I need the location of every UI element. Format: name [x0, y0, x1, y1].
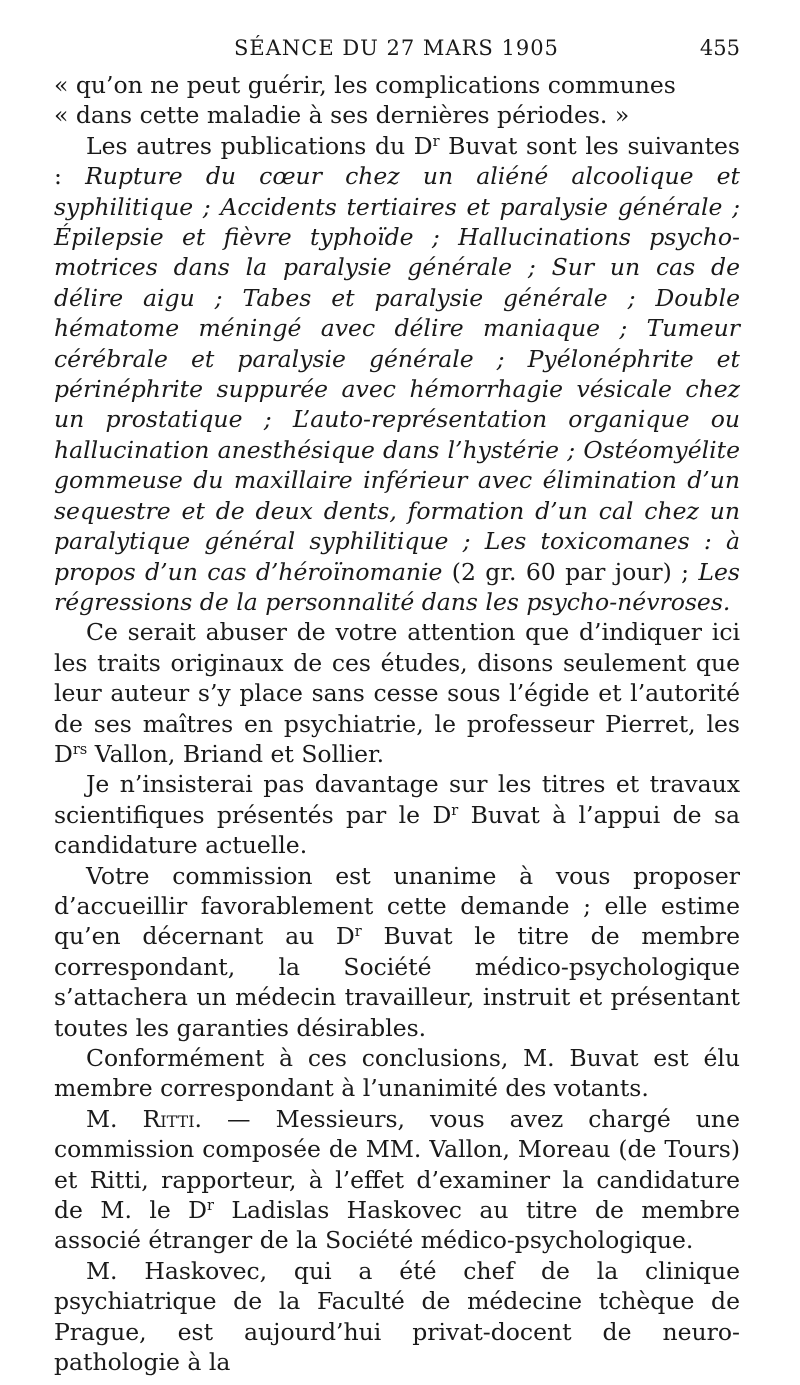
commission-end: Buvat le titre de membre correspondant, la Société médico-psychologique s’attachera un médecin travailleur, instruit et présentant toutes les garanties désirables. — [54, 922, 740, 1042]
doctor-abbrev-sup: r — [354, 923, 362, 941]
paragraph-ritti — [54, 1104, 740, 1256]
running-head — [54, 36, 740, 70]
quote-line-2: « dans cette maladie à ses dernières périodes. » — [54, 101, 630, 130]
titles-works-end: Buvat à l’appui de sa candidature actuelle. — [54, 800, 741, 860]
titles-works-text: Je n’insisterai pas davantage sur les titres et travaux scientifiques présentés par le D — [54, 770, 740, 829]
paragraph-titles-works — [54, 769, 740, 860]
haskovec-text: M. Haskovec, qui a été chef de la clinique psychiatrique de la Faculté de médecine tchèque de Prague, est aujourd’hui privat-docent de neuro-pathologie à la — [54, 1256, 740, 1377]
publications-lead: Les autres publications du D — [86, 131, 433, 160]
commission-text: Votre commission est unanime à vous proposer d’accueillir favorablement cette demande ; elle estime qu’en décernant au D — [54, 861, 740, 951]
publication-last-title: Les régressions de la personnalité dans les psycho-névroses. — [54, 557, 740, 616]
masters-text: Ce serait abuser de votre attention que d’indiquer ici les traits originaux de ces études, disons seulement que leur auteur s’y place sans cesse sous l’égide et l’autorité de ses maîtres en psychiatrie, le professeur Pierret, les D — [54, 618, 740, 768]
paragraph-publications — [54, 131, 740, 618]
doctor-abbrev-sup: r — [207, 1197, 214, 1215]
paragraph-election — [54, 1043, 740, 1104]
publication-dose: (2 gr. 60 par jour) ; — [442, 557, 699, 586]
ritti-end: Ladislas Haskovec au titre de membre associé étranger de la Société médico-psychologique. — [54, 1196, 740, 1255]
paragraph-quote-end — [54, 70, 740, 131]
ritti-text: . — Messieurs, vous avez chargé une commission composée de MM. Vallon, Moreau (de Tours) et Ritti, rapporteur, à l’effet d’examiner la candidature de M. le D — [54, 1104, 740, 1225]
paragraph-commission — [54, 861, 740, 1043]
running-title: SÉANCE DU 27 MARS 1905 — [234, 36, 559, 60]
publication-titles: Rupture du cœur chez un aliéné alcoolique et syphilitique ; Accidents tertiaires et paralysie générale ; Épilepsie et fièvre typhoïde ; Hallucinations psycho-motrices dans la paralysie générale ; Sur un cas de délire aigu ; Tabes et paralysie générale ; Double hématome méningé avec délire maniaque ; Tumeur cérébrale et paralysie générale ; Pyélonéphrite et périnéphrite suppurée avec hémorrhagie vésicale chez un prostatique ; L’auto-représentation organique ou hallucination anesthésique dans l’hystérie ; Ostéomyélite gommeuse du maxillaire inférieur avec élimination d’un sequestre et de deux dents, formation d’un cal chez un paralytique général syphilitique ; Les toxicomanes : à propos d’un cas d’héroïnomanie — [54, 162, 741, 586]
page — [54, 36, 740, 1377]
page-number: 455 — [699, 36, 740, 60]
election-text: Conformément à ces conclusions, M. Buvat est élu membre correspondant à l’unanimité des votants. — [54, 1044, 740, 1103]
masters-names: Vallon, Briand et Sollier. — [87, 739, 385, 768]
doctor-abbrev-sup: r — [432, 132, 440, 150]
speaker-prefix: M. — [86, 1104, 143, 1133]
speaker-name: Ritti — [142, 1104, 195, 1133]
quote-line-1: « qu’on ne peut guérir, les complications communes — [54, 71, 676, 99]
body-text — [54, 70, 740, 1377]
publications-intro: Buvat sont les suivantes : — [54, 131, 740, 191]
doctor-abbrev-sup: r — [451, 801, 459, 819]
doctors-abbrev-sup: rs — [72, 740, 88, 758]
paragraph-masters — [54, 617, 740, 769]
paragraph-haskovec — [54, 1256, 740, 1378]
